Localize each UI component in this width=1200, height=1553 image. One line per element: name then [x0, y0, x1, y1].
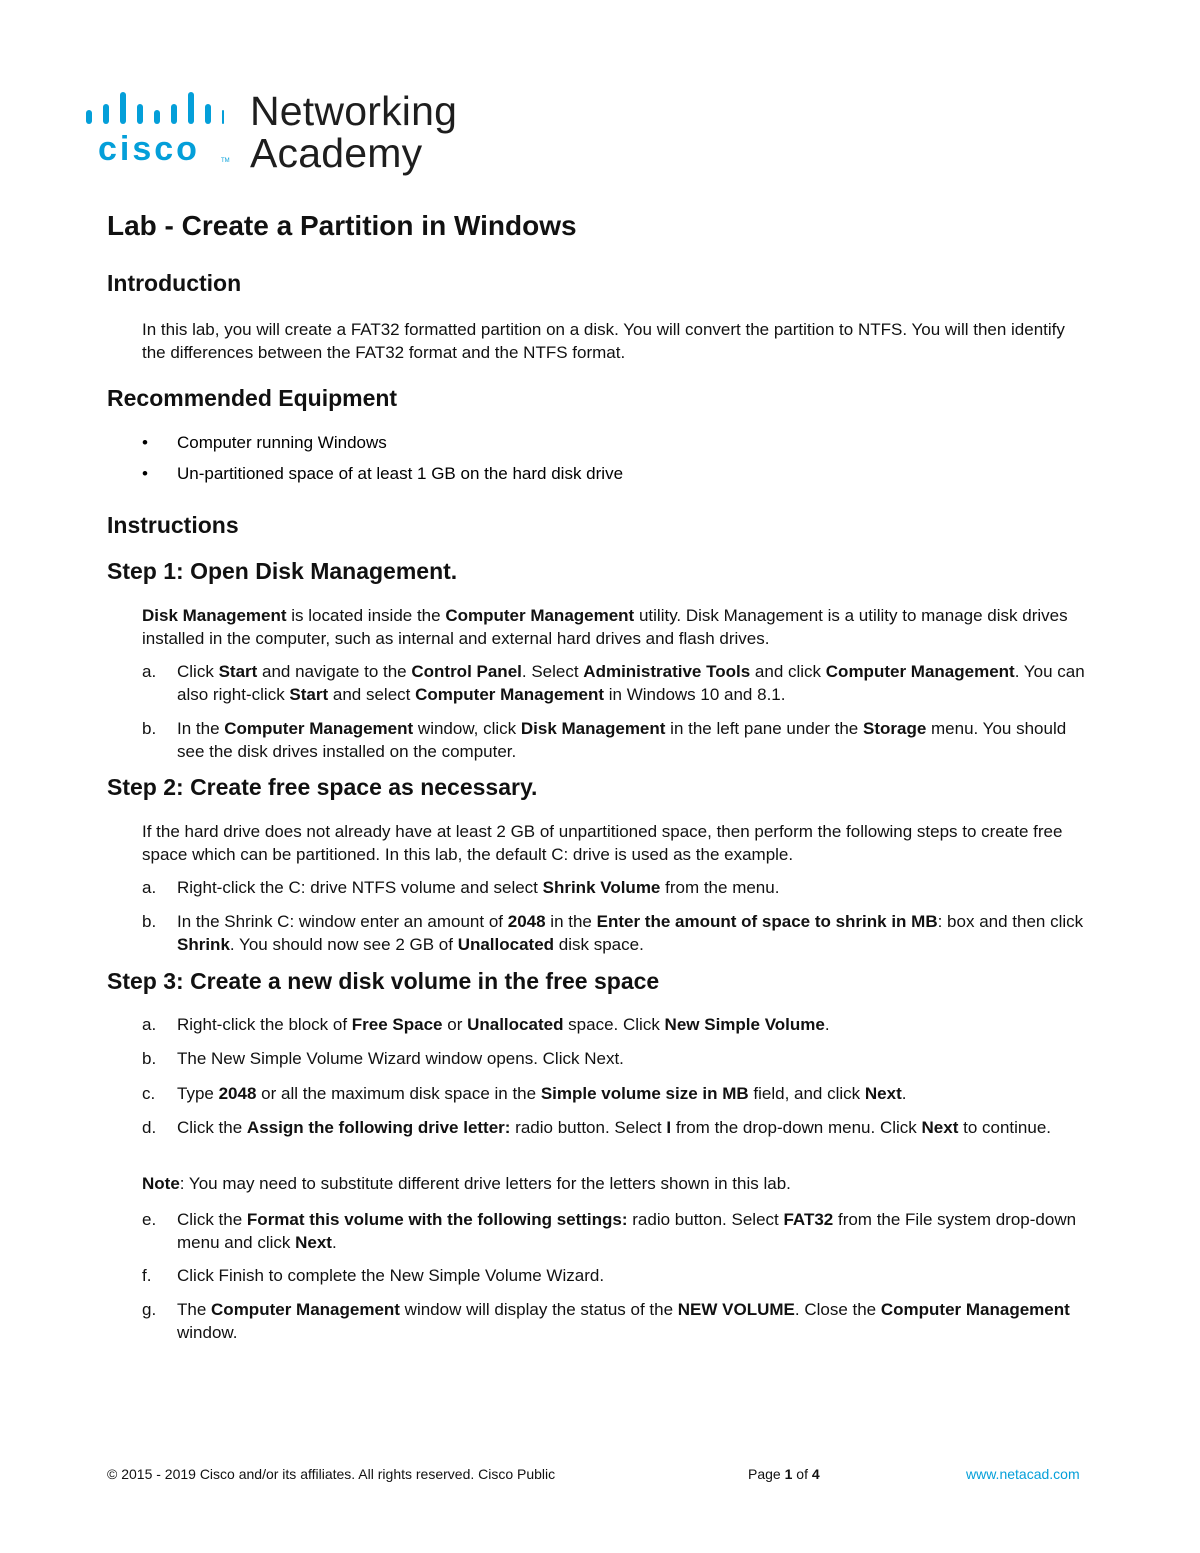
- bold-text: Unallocated: [467, 1015, 564, 1034]
- text-segment: in the: [545, 912, 597, 931]
- bold-text: Computer Management: [445, 606, 635, 625]
- bold-text: Unallocated: [457, 935, 555, 954]
- text-segment: In the Shrink C: window enter an amount of: [177, 912, 508, 931]
- footer-link: [966, 1466, 1080, 1482]
- text-segment: or all the maximum disk space in the: [256, 1084, 541, 1103]
- text-segment: from the menu.: [660, 878, 780, 897]
- instructions-heading: Instructions: [107, 512, 239, 538]
- text-segment: The: [177, 1300, 212, 1319]
- text-segment: Click the: [177, 1118, 247, 1137]
- text-segment: The New Simple Volume Wizard window opens. Click Next.: [177, 1049, 624, 1068]
- text-segment: from the drop-down menu. Click: [671, 1118, 922, 1137]
- text-segment: . Select: [521, 662, 584, 681]
- text-segment: : You may need to substitute different drive letters for the letters shown in this lab.: [179, 1174, 791, 1193]
- text-segment: window.: [177, 1323, 238, 1342]
- text-segment: space. Click: [563, 1015, 665, 1034]
- text-segment: .: [331, 1233, 337, 1252]
- text-segment: . You can also right-click: [177, 662, 1085, 704]
- text-segment: .: [901, 1084, 907, 1103]
- bold-text: FAT32: [783, 1210, 834, 1229]
- text-segment: window will display the status of the: [399, 1300, 678, 1319]
- logo-academy: Academy: [250, 130, 423, 176]
- bold-text: Enter the amount of space to shrink in MB: [596, 912, 938, 931]
- bold-text: Next: [295, 1233, 332, 1252]
- text-segment: : box and then click: [937, 912, 1084, 931]
- netacad-link[interactable]: www.netacad.com: [966, 1466, 1080, 1482]
- bold-text: 2048: [507, 912, 546, 931]
- text-segment: . You should now see 2 GB of: [229, 935, 458, 954]
- step2-intro: If the hard drive does not already have at least 2 GB of unpartitioned space, then perform the following steps to create free space which can be partitioned. In this lab, the default C: drive is used as the example.: [142, 822, 1063, 864]
- introduction-text: In this lab, you will create a FAT32 formatted partition on a disk. You will convert the partition to NTFS. You will then identify the differences between the FAT32 format and the NTFS format.: [142, 320, 1065, 362]
- step2-heading: Step 2: Create free space as necessary.: [107, 774, 538, 800]
- text-segment: disk space.: [554, 935, 644, 954]
- text-segment: In the: [177, 719, 225, 738]
- step3-note: [142, 1172, 1092, 1195]
- step1-heading: Step 1: Open Disk Management.: [107, 558, 458, 584]
- bold-text: Next: [921, 1118, 959, 1137]
- bold-text: Assign the following drive letter:: [246, 1118, 511, 1137]
- bold-text: Computer Management: [415, 685, 605, 704]
- bold-text: Next: [864, 1084, 902, 1103]
- text-segment: or: [442, 1015, 468, 1034]
- text-segment: radio button. Select: [510, 1118, 667, 1137]
- text-segment: window, click: [413, 719, 521, 738]
- text-segment: Click the: [177, 1210, 247, 1229]
- text-segment: field, and click: [748, 1084, 865, 1103]
- cisco-wordmark: cisco: [98, 130, 200, 168]
- text-segment: Right-click the block of: [177, 1015, 352, 1034]
- text-segment: and click: [750, 662, 826, 681]
- bold-text: NEW VOLUME: [677, 1300, 795, 1319]
- text-segment: Right-click the C: drive NTFS volume and select: [177, 878, 543, 897]
- text-segment: from the File system drop-down menu and click: [177, 1210, 1077, 1252]
- bold-text: Shrink: [177, 935, 230, 954]
- bold-text: Simple volume size in MB: [540, 1084, 749, 1103]
- bold-text: I: [666, 1118, 672, 1137]
- page-title: Lab - Create a Partition in Windows: [107, 210, 577, 241]
- footer-copyright: © 2015 - 2019 Cisco and/or its affiliates. All rights reserved. Cisco Public: [107, 1466, 556, 1482]
- equipment-heading: Recommended Equipment: [107, 385, 398, 411]
- text-segment: menu. You should see the disk drives installed on the computer.: [177, 719, 1067, 761]
- bold-text: Format this volume with the following settings:: [246, 1210, 628, 1229]
- step3-heading: Step 3: Create a new disk volume in the free space: [107, 968, 660, 994]
- bold-text: Administrative Tools: [583, 662, 751, 681]
- bold-text: Free Space: [351, 1015, 443, 1034]
- bullet-icon: •: [142, 464, 148, 483]
- text-segment: in the left pane under the: [665, 719, 863, 738]
- bold-text: 2048: [218, 1084, 257, 1103]
- introduction-heading: Introduction: [107, 270, 242, 296]
- text-segment: Click: [177, 662, 219, 681]
- text-segment: Click Finish to complete the New Simple Volume Wizard.: [177, 1266, 605, 1285]
- text-segment: to continue.: [958, 1118, 1051, 1137]
- footer-page-number: Page 1 of 4: [748, 1466, 820, 1482]
- document-page: cisco TM Networking Academy Lab - Create a Partition in Windows Introduction In this lab, you will create a FAT32 formatted partition on a disk. You will convert the partition to NTFS. You will then identify the differences between the FAT32 format and the NTFS format. Recommended Equipment • Computer running Windows • Un-partitioned space of at least 1 GB on the hard disk drive Instructions Step 1: Open Disk Management. Disk Management is located inside the Computer Management utility. Disk Management is a utility to manage disk drives installed in the computer, such as internal and external hard drives and flash drives. a. Click Start and navigate to the Control Panel. Select Administrative Tools and click Computer Management. You can also right-click Start and select Computer Management in Windows 10 and 8.1. b. In the Computer Management window, click Disk Management in the left pane under the Storage menu. You should see the disk drives installed on the computer. Step 2: Create free space as necessary. If the hard drive does not already have at least 2 GB of unpartitioned space, then perform the following steps to create free space which can be partitioned. In this lab, the default C: drive is used as the example. a. Right-click the C: drive NTFS volume and select Shrink Volume from the menu. b. In the Shrink C: window enter an amount of 2048 in the Enter the amount of space to shrink in MB: box and then click Shrink. You should now see 2 GB of Unallocated disk space. Step 3: Create a new disk volume in the free space a. Right-click the block of Free Space or Unallocated space. Click New Simple Volume. b. The New Simple Volume Wizard window opens. Click Next. c. Type 2048 or all the maximum disk space in the Simple volume size in MB field, and click Next. d. Click the Assign the following drive letter: radio button. Select I from the drop-down menu. Click Next to continue. Note: You may need to substitute different drive letters for the letters shown in this lab. e. Click the Format this volume with the following settings: radio button. Select FAT32 from the File system drop-down menu and click Next. f. Click Finish to complete the New Simple Volume Wizard. g. The Computer Management window will display the status of the NEW VOLUME. Close the Computer Management window. © 2015 - 2019 Cisco and/or its affiliates. All rights reserved. Cisco Public Page 1 of 4 www.netacad.com: [0, 0, 1200, 1553]
- bullet-icon: •: [142, 433, 148, 452]
- text-segment: utility. Disk Management is a utility to manage disk drives installed in the computer, such as internal and external hard drives and flash drives.: [142, 606, 1068, 648]
- bold-text: Storage: [862, 719, 927, 738]
- step1-intro: [142, 604, 1092, 650]
- bold-text: New Simple Volume: [664, 1015, 825, 1034]
- bold-text: Computer Management: [211, 1300, 400, 1319]
- text-segment: and navigate to the: [257, 662, 412, 681]
- bold-text: Computer Management: [880, 1300, 1070, 1319]
- bold-text: Shrink Volume: [542, 878, 661, 897]
- bold-text: Note: [142, 1174, 180, 1193]
- text-segment: . Close the: [794, 1300, 881, 1319]
- text-segment: is located inside the: [286, 606, 446, 625]
- bold-text: Control Panel: [411, 662, 522, 681]
- bold-text: Start: [289, 685, 329, 704]
- bold-text: Computer Management: [224, 719, 414, 738]
- bold-text: Disk Management: [142, 606, 287, 625]
- bold-text: Computer Management: [825, 662, 1015, 681]
- bold-text: Start: [218, 662, 258, 681]
- trademark-mark: TM: [221, 158, 230, 164]
- cisco-bars-icon: [84, 90, 224, 130]
- logo-networking: Networking: [250, 88, 458, 134]
- text-segment: in Windows 10 and 8.1.: [604, 685, 786, 704]
- bold-text: Disk Management: [520, 719, 666, 738]
- text-segment: and select: [328, 685, 416, 704]
- text-segment: Type: [177, 1084, 219, 1103]
- cisco-networking-academy-logo: [84, 90, 484, 180]
- text-segment: radio button. Select: [627, 1210, 784, 1229]
- text-segment: .: [824, 1015, 830, 1034]
